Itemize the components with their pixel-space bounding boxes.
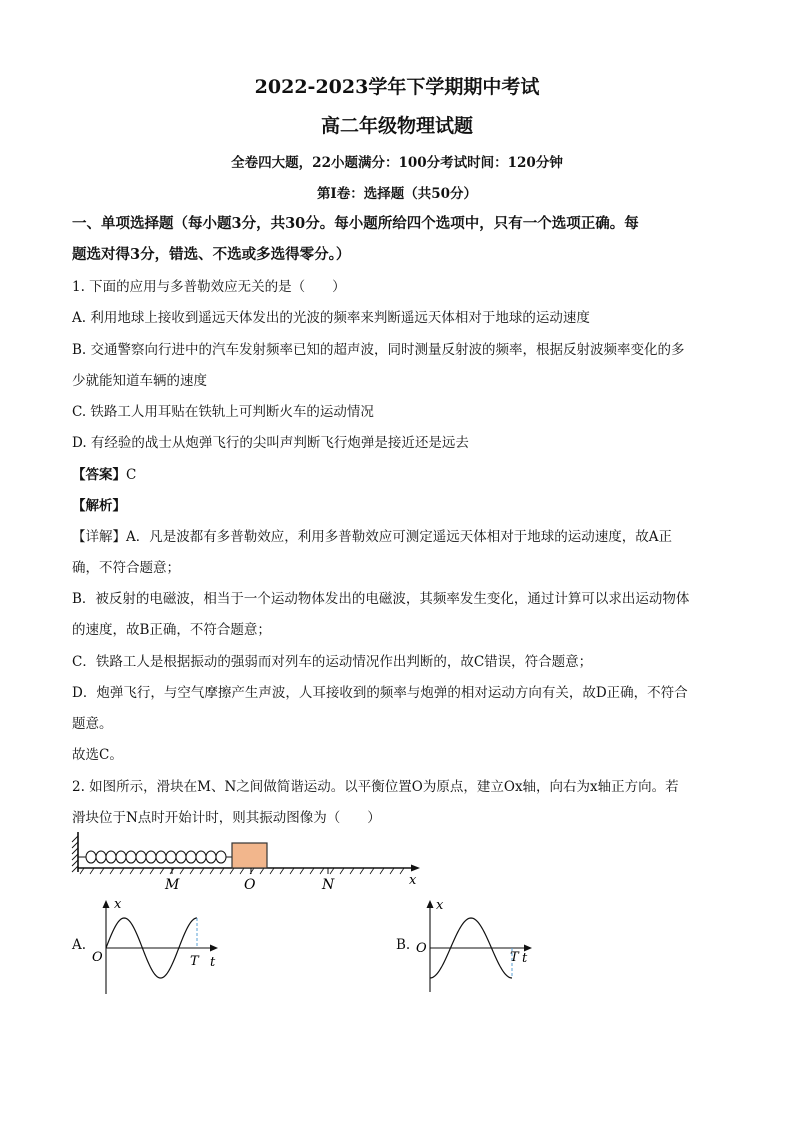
exam-title: 2022-2023学年下学期期中考试 bbox=[254, 76, 540, 98]
axis-x-arrow bbox=[103, 900, 110, 908]
q2-stem-line2: 滑块位于N点时开始计时，则其振动图像为（ ） bbox=[72, 810, 381, 826]
exam-info: 全卷四大题，22小题满分：100分考试时间：120分钟 bbox=[231, 155, 563, 171]
ground-hatch bbox=[80, 868, 404, 874]
q1-option-b-line1: B. 交通警察向行进中的汽车发射频率已知的超声波，同时测量反射波的频率，根据反射波频率变化的多 bbox=[72, 342, 685, 358]
q1-detail-2a: B．被反射的电磁波，相当于一个运动物体发出的电磁波，其频率发生变化，通过计算可以求出运动物体 bbox=[72, 591, 690, 607]
origin-label: O bbox=[92, 950, 103, 965]
q1-stem: 1. 下面的应用与多普勒效应无关的是（ ） bbox=[72, 279, 346, 295]
exam-subtitle: 高二年级物理试题 bbox=[320, 115, 473, 137]
q1-detail-4b: 题意。 bbox=[72, 716, 113, 732]
axis-x-arrow bbox=[427, 900, 434, 908]
axis-t-label: t bbox=[522, 951, 528, 966]
q1-detail-1a bbox=[72, 525, 672, 545]
spring bbox=[78, 851, 232, 863]
detail-tag: 【详解】 bbox=[72, 529, 126, 545]
q1-conclusion: 故选C。 bbox=[72, 747, 123, 763]
axis-t-arrow bbox=[210, 945, 218, 952]
period-label: T bbox=[510, 950, 519, 965]
label-n: N bbox=[322, 877, 335, 892]
q2-option-a-label: A. bbox=[72, 937, 87, 953]
part-heading: 第I卷：选择题（共50分） bbox=[316, 186, 478, 202]
answer-value: C bbox=[126, 467, 137, 483]
period-label: T bbox=[190, 954, 199, 969]
q1-detail-1b: 确，不符合题意； bbox=[72, 560, 180, 576]
axis-x-label: x bbox=[436, 898, 444, 913]
q1-analysis-tag: 【解析】 bbox=[72, 498, 126, 514]
q2-option-a-graph bbox=[86, 892, 232, 996]
q2-option-b-graph bbox=[414, 892, 544, 996]
detail-text: A．凡是波都有多普勒效应，利用多普勒效应可测定遥远天体相对于地球的运动速度，故A正 bbox=[126, 529, 672, 545]
section-heading-line1: 一、单项选择题（每小题3分，共30分。每小题所给四个选项中，只有一个选项正确。每 bbox=[72, 215, 639, 232]
section-heading-line2: 题选对得3分，错选、不选或多选得零分。） bbox=[72, 246, 351, 263]
label-o: O bbox=[244, 877, 256, 892]
axis-t-label: t bbox=[210, 955, 216, 970]
spring-block-figure bbox=[68, 830, 428, 892]
axis-x-label: x bbox=[114, 897, 122, 912]
origin-label: O bbox=[416, 941, 427, 956]
q1-option-c: C. 铁路工人用耳贴在铁轨上可判断火车的运动情况 bbox=[72, 404, 374, 420]
q2-stem-line1: 2. 如图所示，滑块在M、N之间做简谐运动。以平衡位置O为原点，建立Ox轴，向右为x轴正方向。若 bbox=[72, 779, 679, 795]
answer-tag: 【答案】 bbox=[72, 467, 126, 483]
q1-option-b-line2: 少就能知道车辆的速度 bbox=[72, 373, 207, 389]
q1-option-d: D. 有经验的战士从炮弹飞行的尖叫声判断飞行炮弹是接近还是远去 bbox=[72, 435, 469, 451]
q1-answer bbox=[72, 463, 136, 483]
slider-block bbox=[232, 843, 267, 868]
label-m: M bbox=[165, 877, 180, 892]
x-axis-arrow bbox=[411, 865, 420, 872]
q2-option-b-label: B. bbox=[396, 937, 411, 953]
wall-hatch bbox=[72, 836, 78, 872]
q1-detail-4a: D．炮弹飞行，与空气摩擦产生声波，人耳接收到的频率与炮弹的相对运动方向有关，故D正确，不符合 bbox=[72, 685, 688, 701]
q1-detail-3: C．铁路工人是根据振动的强弱而对列车的运动情况作出判断的，故C错误，符合题意； bbox=[72, 654, 593, 670]
q1-option-a: A. 利用地球上接收到遥远天体发出的光波的频率来判断遥远天体相对于地球的运动速度 bbox=[72, 310, 590, 326]
label-x: x bbox=[409, 873, 417, 888]
q1-detail-2b: 的速度，故B正确，不符合题意； bbox=[72, 622, 271, 638]
